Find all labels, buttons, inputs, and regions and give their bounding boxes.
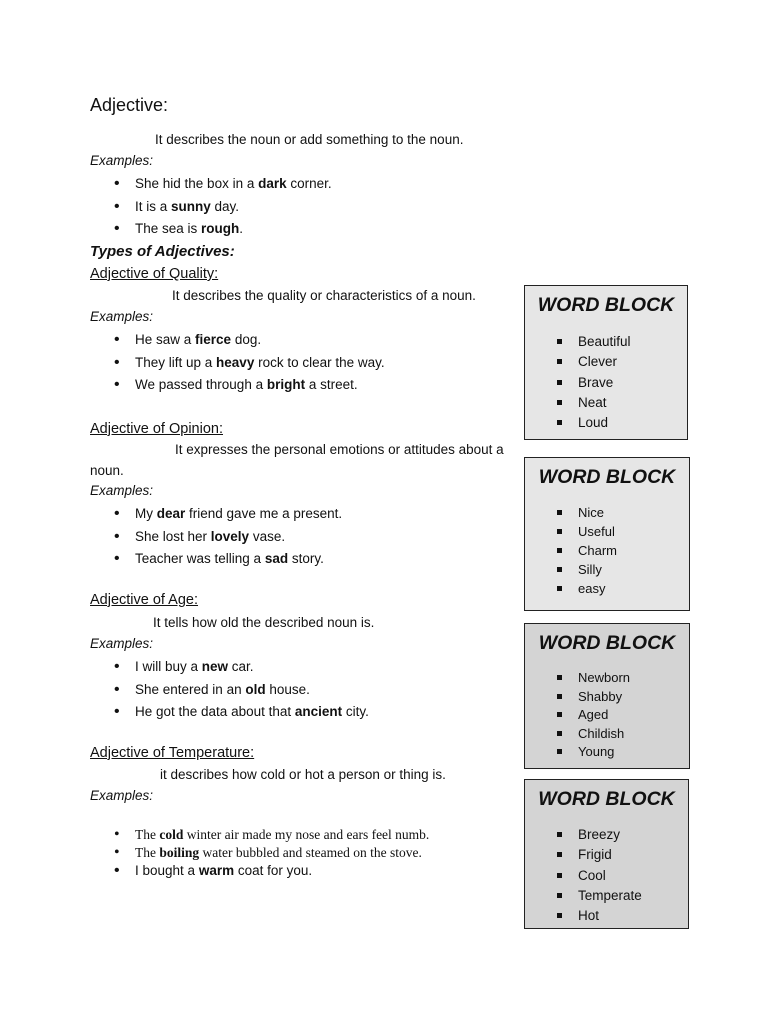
- examples-label: Examples:: [90, 153, 154, 168]
- section-heading-quality: Adjective of Quality:: [90, 266, 219, 282]
- types-heading: Types of Adjectives:: [90, 243, 235, 260]
- word-item: Cool: [525, 866, 642, 886]
- word-item: Frigid: [525, 845, 642, 865]
- examples-label: Examples:: [90, 483, 154, 498]
- section-heading-opinion: Adjective of Opinion:: [90, 421, 223, 437]
- section-heading-age: Adjective of Age:: [90, 592, 199, 608]
- word-block-list: [525, 825, 642, 926]
- word-item: Newborn: [525, 669, 630, 688]
- word-item: Brave: [525, 373, 631, 393]
- example-item: • We passed through a bright a street.: [90, 374, 385, 397]
- example-item: • He saw a fierce dog.: [90, 329, 385, 352]
- examples-label: Examples:: [90, 636, 154, 651]
- word-block-list: [525, 332, 631, 433]
- example-item: • My dear friend gave me a present.: [90, 503, 342, 526]
- word-block-opinion: [524, 457, 690, 611]
- age-examples-list: [90, 656, 369, 724]
- word-item: Clever: [525, 352, 631, 372]
- example-item: • The cold winter air made my nose and ears feel numb.: [90, 826, 429, 844]
- word-item: Beautiful: [525, 332, 631, 352]
- word-block-quality: [524, 285, 688, 440]
- quality-examples-list: [90, 329, 385, 397]
- example-item: • The boiling water bubbled and steamed on the stove.: [90, 844, 429, 862]
- intro-examples-list: [90, 173, 332, 241]
- example-item: • The sea is rough.: [90, 218, 332, 241]
- example-item: • He got the data about that ancient city.: [90, 701, 369, 724]
- example-item: • She entered in an old house.: [90, 679, 369, 702]
- example-item: • Teacher was telling a sad story.: [90, 548, 342, 571]
- section-definition-opinion: It expresses the personal emotions or attitudes about a: [175, 442, 504, 457]
- word-item: Silly: [525, 560, 617, 579]
- word-block-list: [525, 669, 630, 762]
- word-item: Loud: [525, 413, 631, 433]
- opinion-examples-list: [90, 503, 342, 571]
- section-definition-quality: It describes the quality or characteristics of a noun.: [172, 288, 476, 303]
- example-item: • She lost her lovely vase.: [90, 526, 342, 549]
- word-item: Nice: [525, 503, 617, 522]
- word-block-list: [525, 503, 617, 598]
- example-item: • She hid the box in a dark corner.: [90, 173, 332, 196]
- section-definition-age: It tells how old the described noun is.: [153, 615, 375, 630]
- word-item: Charm: [525, 541, 617, 560]
- examples-label: Examples:: [90, 309, 154, 324]
- word-block-title: WORD BLOCK: [538, 466, 676, 488]
- definition-text: It describes the noun or add something to the noun.: [155, 132, 464, 147]
- example-item: • It is a sunny day.: [90, 196, 332, 219]
- word-item: Hot: [525, 906, 642, 926]
- word-block-title: WORD BLOCK: [538, 632, 676, 654]
- temperature-examples-list: [90, 826, 429, 880]
- word-block-title: WORD BLOCK: [538, 788, 675, 810]
- word-item: Aged: [525, 706, 630, 725]
- word-block-age: [524, 623, 690, 769]
- examples-label: Examples:: [90, 788, 154, 803]
- example-item: • They lift up a heavy rock to clear the way.: [90, 352, 385, 375]
- word-item: Useful: [525, 522, 617, 541]
- example-item: • I will buy a new car.: [90, 656, 369, 679]
- word-item: Breezy: [525, 825, 642, 845]
- section-definition-temperature: it describes how cold or hot a person or thing is.: [160, 767, 446, 782]
- word-item: Shabby: [525, 688, 630, 707]
- word-item: Young: [525, 743, 630, 762]
- section-definition-opinion-cont: noun.: [90, 463, 124, 478]
- word-item: easy: [525, 579, 617, 598]
- page-title: Adjective:: [90, 95, 169, 115]
- word-block-temperature: [524, 779, 689, 929]
- word-block-title: WORD BLOCK: [537, 294, 675, 316]
- example-item: • I bought a warm coat for you.: [90, 862, 429, 880]
- word-item: Neat: [525, 393, 631, 413]
- word-item: Temperate: [525, 886, 642, 906]
- word-item: Childish: [525, 725, 630, 744]
- section-heading-temperature: Adjective of Temperature:: [90, 745, 255, 761]
